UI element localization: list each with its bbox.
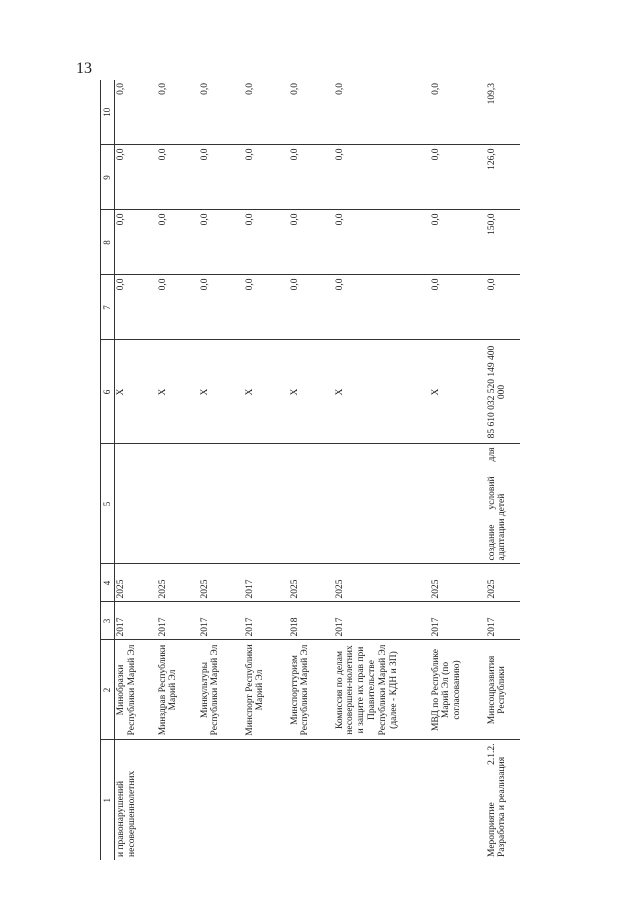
cell-value: 0,0 [199,80,244,145]
cell-end-year: 2025 [115,564,157,602]
cell-value: 0,0 [334,145,430,210]
cell-activity [430,740,486,860]
cell-end-year: 2025 [430,564,486,602]
cell-start-year: 2017 [157,602,199,640]
cell-executor: Минспорттуризм Республики Марий Эл [289,640,334,740]
page-number: 13 [76,60,92,77]
cell-value: 0,0 [199,275,244,340]
cell-value: 0,0 [115,145,157,210]
cell-result [334,444,430,564]
cell-value: 0,0 [199,145,244,210]
cell-value: 0,0 [157,145,199,210]
column-header: 5 [101,444,115,564]
cell-activity [199,740,244,860]
column-header: 7 [101,275,115,340]
cell-executor: Минобразки Республики Марий Эл [115,640,157,740]
cell-value: 0,0 [244,80,289,145]
cell-start-year: 2018 [289,602,334,640]
cell-value: 0,0 [289,210,334,275]
table-row [334,80,430,860]
cell-value: 0,0 [334,80,430,145]
cell-result [244,444,289,564]
column-header: 4 [101,564,115,602]
cell-value: 0,0 [430,210,486,275]
cell-value: 0,0 [244,275,289,340]
cell-value: 0,0 [115,210,157,275]
table-row [486,80,520,860]
cell-end-year: 2025 [334,564,430,602]
cell-activity [157,740,199,860]
table-row [115,80,157,860]
cell-start-year: 2017 [430,602,486,640]
column-header: 2 [101,640,115,740]
cell-value: 0,0 [289,275,334,340]
cell-value: 0,0 [244,210,289,275]
cell-executor: Минспорт Республики Марий Эл [244,640,289,740]
cell-end-year: 2025 [199,564,244,602]
cell-code: 85 610 032 520 149 400 000 [486,340,520,444]
cell-value: 0,0 [157,210,199,275]
cell-activity [289,740,334,860]
cell-result: создание условий для адаптации детей [486,444,520,564]
cell-executor: МВД по Республике Марий Эл (по согласованию) [430,640,486,740]
cell-code: X [115,340,157,444]
column-header: 6 [101,340,115,444]
table-row [430,80,486,860]
cell-start-year: 2017 [199,602,244,640]
table-row [244,80,289,860]
cell-end-year: 2025 [157,564,199,602]
cell-activity: Мероприятие 2.1.2. Разработка и реализация [486,743,508,857]
column-header: 9 [101,145,115,210]
column-header: 8 [101,210,115,275]
cell-start-year: 2017 [486,602,520,640]
cell-value: 109,3 [486,80,520,145]
cell-value: 0,0 [244,145,289,210]
cell-value: 0,0 [289,80,334,145]
cell-result [289,444,334,564]
cell-value: 0,0 [334,275,430,340]
cell-code: X [199,340,244,444]
cell-value: 0,0 [157,275,199,340]
cell-value: 126,0 [486,145,520,210]
cell-end-year: 2025 [486,564,520,602]
cell-code: X [289,340,334,444]
cell-value: 0,0 [115,80,157,145]
cell-end-year: 2025 [289,564,334,602]
cell-value: 0,0 [199,210,244,275]
cell-result [115,444,157,564]
cell-value: 0,0 [430,275,486,340]
program-table [100,80,520,860]
cell-value: 0,0 [430,80,486,145]
column-header: 1 [101,740,115,860]
cell-result [430,444,486,564]
cell-code: X [157,340,199,444]
cell-activity [334,740,430,860]
cell-executor: Минздрав Республики Марий Эл [157,640,199,740]
cell-result [199,444,244,564]
cell-value: 0,0 [430,145,486,210]
cell-value: 0,0 [486,275,520,340]
cell-code: X [244,340,289,444]
cell-result [157,444,199,564]
cell-value: 0,0 [334,210,430,275]
rotated-table-area [100,80,530,860]
table-row [157,80,199,860]
cell-executor: Комиссия по делам несовершен-нолетних и защите их прав при Правительстве Республики Марий Эл (далее - КДН и ЗП) [334,640,430,740]
column-header: 10 [101,80,115,145]
table-row [199,80,244,860]
cell-value: 150,0 [486,210,520,275]
cell-value: 0,0 [115,275,157,340]
cell-value: 0,0 [157,80,199,145]
cell-start-year: 2017 [244,602,289,640]
cell-executor: Минкультуры Республики Марий Эл [199,640,244,740]
column-header: 3 [101,602,115,640]
cell-start-year: 2017 [334,602,430,640]
cell-start-year: 2017 [115,602,157,640]
cell-activity: и правонарушений несовершеннолетних [116,770,137,857]
table-row [289,80,334,860]
column-number-row [101,80,115,860]
cell-executor: Минсоцразвития Республики [486,640,520,740]
cell-activity [244,740,289,860]
cell-value: 0,0 [289,145,334,210]
cell-code: X [430,340,486,444]
cell-code: X [334,340,430,444]
cell-end-year: 2017 [244,564,289,602]
